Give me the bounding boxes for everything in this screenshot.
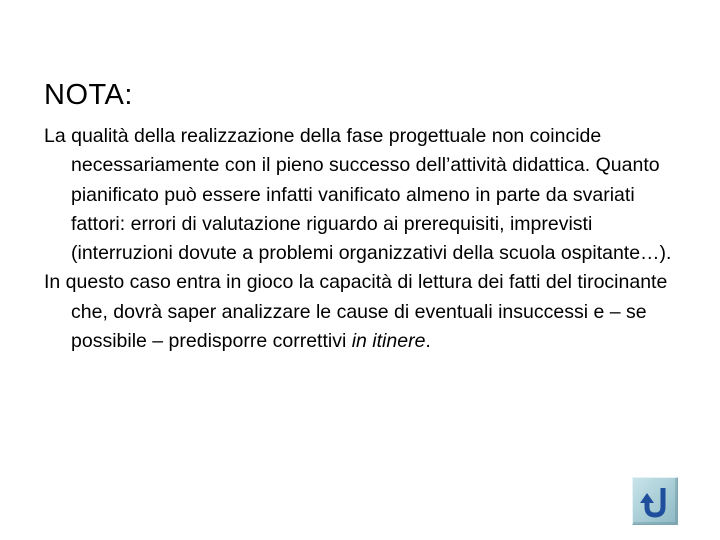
paragraph-2-text: In questo caso entra in gioco la capacità di lettura dei fatti del tirocinante che, dovrà saper analizzare le cause di eventuali insuccessi e – se possibile – predisporre correttivi: [44, 271, 668, 353]
paragraph-2: [44, 268, 694, 356]
paragraph-1: La qualità della realizzazione della fase progettuale non coincide necessariamente con il pieno successo dell’attività didattica. Quanto pianificato può essere infatti vanificato almeno in parte da svariati fattori: errori di valutazione riguardo ai prerequisiti, imprevisti (interruzioni dovute a problemi organizzativi della scuola ospitante…).: [44, 125, 672, 265]
paragraph-2-end: .: [425, 330, 431, 353]
return-arrow-icon: [633, 478, 679, 526]
slide-body: [44, 122, 694, 356]
return-button[interactable]: [632, 477, 678, 525]
paragraph-2-italic: in itinere: [351, 330, 426, 353]
slide-title: NOTA:: [44, 79, 133, 111]
